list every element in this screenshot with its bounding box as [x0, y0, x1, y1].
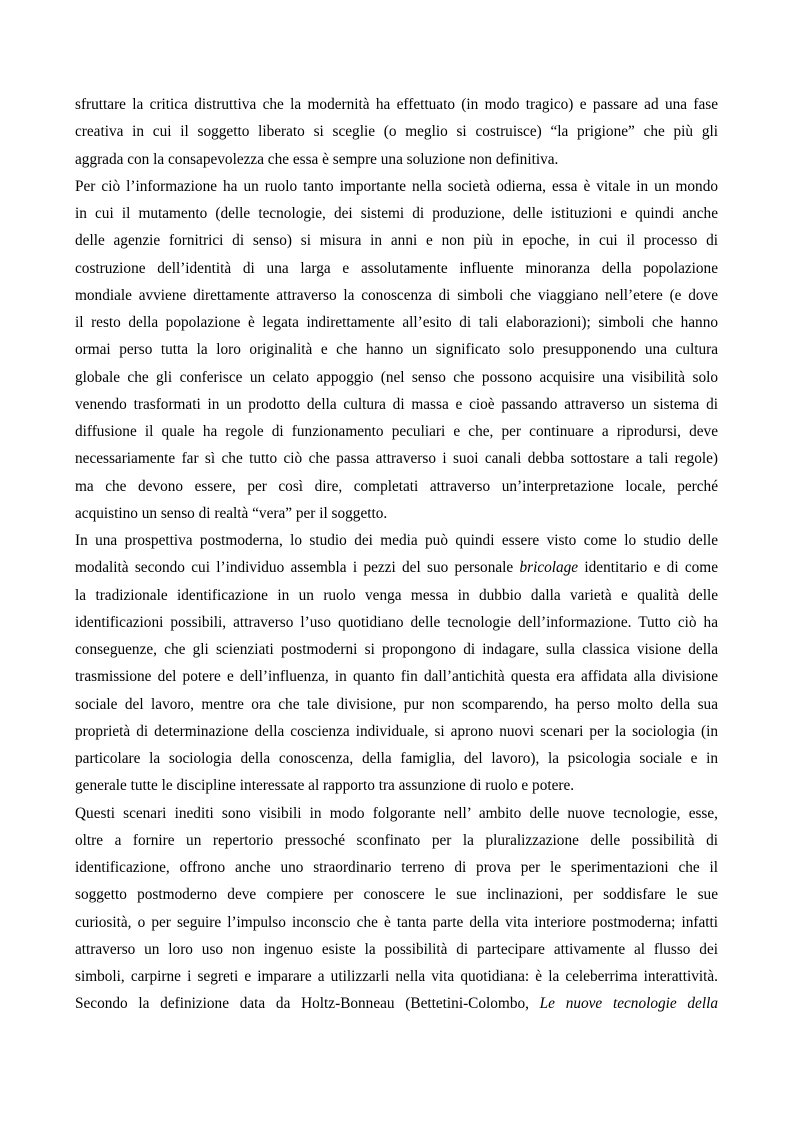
italic-book-title: Le nuove tecnologie della: [539, 995, 718, 1013]
text-line: creativa in cui il soggetto liberato si sceglie (o meglio si costruisce) “la prigione” che più gli: [75, 123, 718, 141]
paragraph-4: [75, 800, 718, 1018]
paragraph-2: [75, 173, 718, 527]
text-line: Secondo la definizione data da Holtz-Bonneau (Bettetini-Colombo, Le nuove tecnologie della: [75, 995, 718, 1013]
text-line: identificazione, offrono anche uno straordinario terreno di prova per le sperimentazioni che il: [75, 859, 718, 876]
text-line: generale tutte le discipline interessate al rapporto tra assunzione di ruolo e potere.: [75, 777, 575, 795]
text-line: oltre a fornire un repertorio pressoché sconfinato per la pluralizzazione delle possibilità di: [75, 831, 718, 849]
text-line: necessariamente far sì che tutto ciò che passa attraverso i suoi canali debba sottostare a tali regole): [75, 450, 718, 468]
text-line: ormai perso tutta la loro originalità e che hanno un significato solo presupponendo una cultura: [75, 341, 718, 359]
text-line: particolare la sociologia della conoscenza, della famiglia, del lavoro), la psicologia sociale e in: [75, 750, 718, 767]
text-line: soggetto postmoderno deve compiere per conoscere le sue inclinazioni, per soddisfare le sue: [75, 886, 718, 904]
text-line: curiosità, o per seguire l’impulso inconscio che è tanta parte della vita interiore postmoderna; infatti: [75, 913, 718, 931]
text-line: modalità secondo cui l’individuo assembla i pezzi del suo personale bricolage identitario e di come: [75, 559, 718, 577]
text-line: sociale del lavoro, mentre ora che tale divisione, pur non scomparendo, ha perso molto della sua: [75, 695, 718, 713]
text-line: in cui il mutamento (delle tecnologie, dei sistemi di produzione, delle istituzioni e quindi anche: [75, 205, 718, 222]
text-line: sfruttare la critica distruttiva che la modernità ha effettuato (in modo tragico) e passare ad una fase: [75, 96, 718, 113]
text-line: conseguenze, che gli scienziati postmoderni si propongono di indagare, sulla classica visione della: [75, 641, 718, 658]
text-line: diffusione il quale ha regole di funzionamento peculiari e che, per continuare a riprodursi, deve: [75, 423, 718, 440]
text-line: mondiale avviene direttamente attraverso la conoscenza di simboli che viaggiano nell’etere (e dove: [75, 286, 718, 304]
paragraph-1: [75, 91, 718, 173]
italic-term-bricolage: bricolage: [519, 559, 579, 577]
text-line: il resto della popolazione è legata indirettamente all’esito di tali elaborazioni); simboli che hanno: [75, 314, 718, 331]
text-line: delle agenzie fornitrici di senso) si misura in anni e non più in epoche, in cui il processo di: [75, 232, 718, 250]
text-line: venendo trasformati in un prodotto della cultura di massa e cioè passando attraverso un sistema di: [75, 395, 718, 413]
text-line: Questi scenari inediti sono visibili in modo folgorante nell’ ambito delle nuove tecnologie, esse,: [75, 804, 718, 822]
text-line: acquistino un senso di realtà “vera” per il soggetto.: [75, 504, 388, 522]
text-line: la tradizionale identificazione in un ruolo venga messa in dubbio dalla varietà e qualità delle: [75, 586, 718, 604]
text-line: In una prospettiva postmoderna, lo studio dei media può quindi essere visto come lo studio delle: [75, 532, 718, 549]
text-line: Per ciò l’informazione ha un ruolo tanto importante nella società odierna, essa è vitale in un mondo: [75, 177, 718, 195]
text-line: costruzione dell’identità di una larga e assolutamente influente minoranza della popolazione: [75, 259, 718, 277]
text-line: attraverso un loro uso non ingenuo esiste la possibilità di partecipare attivamente al flusso dei: [75, 940, 718, 958]
text-line: ma che devono essere, per così dire, completati attraverso un’interpretazione locale, perché: [75, 477, 718, 495]
text-line: trasmissione del potere e dell’influenza, in quanto fin dall’antichità questa era affidata alla divisione: [75, 668, 718, 686]
document-page: [75, 91, 718, 1018]
text-line: identificazioni possibili, attraverso l’uso quotidiano delle tecnologie dell’informazione. Tutto ciò ha: [75, 613, 718, 631]
text-line: aggrada con la consapevolezza che essa è sempre una soluzione non definitiva.: [75, 150, 559, 168]
text-line: proprietà di determinazione della coscienza individuale, si aprono nuovi scenari per la sociologia (in: [75, 722, 718, 740]
text-line: simboli, carpirne i segreti e imparare a utilizzarli nella vita quotidiana: è la celeberrima interattività.: [75, 968, 718, 985]
text-line: globale che gli conferisce un celato appoggio (nel senso che possono acquisire una visibilità solo: [75, 368, 718, 386]
paragraph-3: [75, 527, 718, 800]
